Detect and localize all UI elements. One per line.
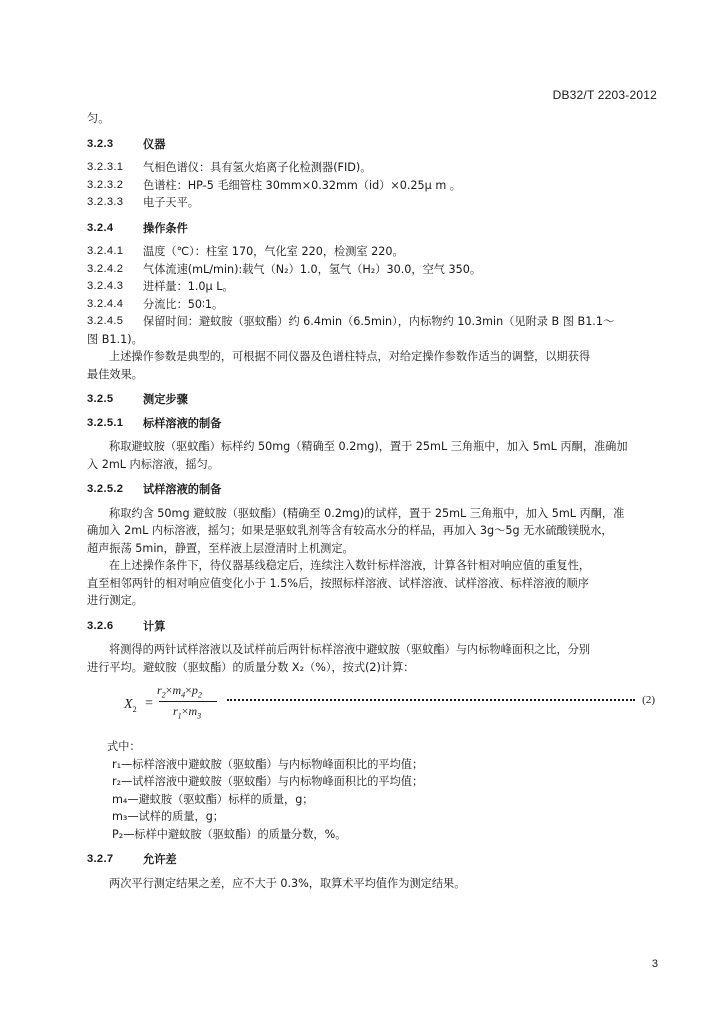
- formula-2: [87, 682, 659, 728]
- clause-3-2-3-3: [87, 194, 659, 212]
- clause-3-2-4-3: [87, 278, 659, 296]
- clause-text: 分流比：50∶1。: [143, 297, 224, 311]
- subsection-3-2-5-2-heading: [87, 481, 659, 499]
- clause-text: 气体流速(mL/min):载气（N₂）1.0，氢气（H₂）30.0，空气 350。: [143, 262, 482, 276]
- paragraph-line: 进行平均。避蚊胺（驱蚊酯）的质量分数 X₂（%），按式(2)计算：: [87, 660, 415, 674]
- section-number: 3.2.3: [87, 137, 114, 150]
- fraction-bar: [159, 701, 217, 702]
- clause-continuation: 图 B1.1)。: [87, 332, 143, 346]
- variable-definition: m₄—避蚊胺（驱蚊酯）标样的质量，g；: [112, 792, 314, 806]
- clause-number: 3.2.4.2: [87, 262, 124, 275]
- clause-number: 3.2.4.1: [87, 245, 124, 257]
- clause-text: 气相色谱仪：具有氢火焰离子化检测器(FID)。: [143, 161, 372, 174]
- clause-3-2-4-1: [87, 243, 659, 261]
- subsection-number: 3.2.5.2: [87, 483, 124, 495]
- variable-definitions: [112, 756, 659, 844]
- subsection-title: 试样溶液的制备: [143, 483, 222, 496]
- subsection-3-2-5-1-heading: [87, 415, 659, 433]
- paragraph-line: 确加入 2mL 内标溶液，摇匀；如果是驱蚊乳剂等含有较高水分的样品，再加入 3g～5g 无水硫酸镁脱水，: [87, 524, 613, 537]
- paragraph-line: 直至相邻两针的相对响应值变化小于 1.5%后，按照标样溶液、试样溶液、试样溶液、标样溶液的顺序: [87, 576, 589, 590]
- formula-equals: =: [145, 696, 153, 711]
- section-title: 计算: [143, 619, 166, 633]
- clause-text: 保留时间：避蚊胺（驱蚊酯）约 6.4min（6.5min），内标物约 10.3min（见附录 B 图 B1.1～: [143, 315, 615, 328]
- subsection-number: 3.2.5.1: [87, 416, 124, 429]
- section-number: 3.2.7: [87, 853, 114, 865]
- paragraph-line: 称取避蚊胺（驱蚊酯）标样约 50mg（精确至 0.2mg)，置于 25mL 三角瓶中，加入 5mL 丙酮，准确加: [109, 440, 628, 453]
- note-paragraph-cont: 最佳效果。: [87, 367, 143, 381]
- variable-definition: r₂—试样溶液中避蚊胺（驱蚊酯）与内标物峰面积比的平均值；: [112, 775, 424, 788]
- clause-number: 3.2.4.3: [87, 280, 124, 292]
- section-number: 3.2.6: [87, 619, 114, 632]
- document-code: DB32/T 2203-2012: [552, 88, 657, 102]
- page-number: 3: [651, 958, 658, 970]
- paragraph-line: 入 2mL 内标溶液，摇匀。: [87, 457, 220, 471]
- clause-number: 3.2.3.2: [87, 178, 124, 191]
- section-3-2-4-heading: [87, 220, 659, 238]
- clause-3-2-4-5: [87, 313, 659, 331]
- paragraph-line: 进行测定。: [87, 594, 143, 607]
- where-label: 式中：: [107, 740, 141, 753]
- formula-numerator: $r_2\times m_4\times p_2$: [157, 683, 202, 700]
- paragraph-line: 将测得的两针试样溶液以及试样前后两针标样溶液中避蚊胺（驱蚊酯）与内标物峰面积之比，分别: [109, 643, 591, 656]
- clause-3-2-3-2: [87, 177, 659, 195]
- clause-text: 电子天平。: [143, 196, 199, 209]
- continuation-text: 匀。: [87, 112, 110, 125]
- formula-lhs: $X_2$: [124, 697, 137, 714]
- section-3-2-5-heading: [87, 391, 659, 409]
- formula-number: (2): [642, 694, 655, 706]
- variable-definition: m₃—试样的质量，g；: [112, 810, 224, 823]
- variable-definition: r₁—标样溶液中避蚊胺（驱蚊酯）与内标物峰面积比的平均值；: [112, 757, 424, 771]
- page-body: [87, 110, 659, 892]
- variable-definition: P₂—标样中避蚊胺（驱蚊酯）的质量分数，%。: [112, 827, 347, 841]
- section-title: 测定步骤: [143, 393, 188, 406]
- clause-3-2-4-2: [87, 261, 659, 279]
- formula-denominator: $r_1\times m_3$: [173, 704, 202, 721]
- section-number: 3.2.5: [87, 393, 114, 405]
- clause-number: 3.2.3.3: [87, 196, 124, 208]
- paragraph-line: 称取约含 50mg 避蚊胺（驱蚊酯）(精确至 0.2mg)的试样，置于 25mL 三角瓶中，加入 5mL 丙酮，准: [109, 506, 625, 520]
- dot-leader: [227, 699, 635, 701]
- clause-text: 进样量：1.0μ L。: [143, 280, 234, 293]
- paragraph-line: 超声振荡 5min，静置，至样液上层澄清时上机测定。: [87, 541, 354, 555]
- paragraph-line: 两次平行测定结果之差，应不大于 0.3%，取算术平均值作为测定结果。: [109, 876, 466, 890]
- section-number: 3.2.4: [87, 221, 114, 234]
- section-3-2-3-heading: [87, 136, 659, 154]
- clause-3-2-4-4: [87, 296, 659, 314]
- section-3-2-7-heading: [87, 851, 659, 869]
- section-title: 仪器: [143, 137, 166, 151]
- clause-text: 色谱柱：HP-5 毛细管柱 30mm×0.32mm（id）×0.25μ m 。: [143, 178, 461, 192]
- clause-number: 3.2.4.5: [87, 315, 124, 327]
- note-paragraph: 上述操作参数是典型的，可根据不同仪器及色谱柱特点，对给定操作参数作适当的调整，以期获得: [109, 350, 591, 363]
- clause-number: 3.2.4.4: [87, 297, 124, 310]
- subsection-title: 标样溶液的制备: [143, 416, 222, 430]
- clause-number: 3.2.3.1: [87, 161, 124, 173]
- section-3-2-6-heading: [87, 618, 659, 636]
- clause-text: 温度（℃）：柱室 170，气化室 220，检测室 220。: [143, 245, 404, 258]
- section-title: 操作条件: [143, 221, 188, 235]
- clause-3-2-3-1: [87, 159, 659, 177]
- section-title: 允许差: [143, 853, 177, 866]
- paragraph-line: 在上述操作条件下，待仪器基线稳定后，连续注入数针标样溶液，计算各针相对响应值的重复性，: [109, 559, 591, 572]
